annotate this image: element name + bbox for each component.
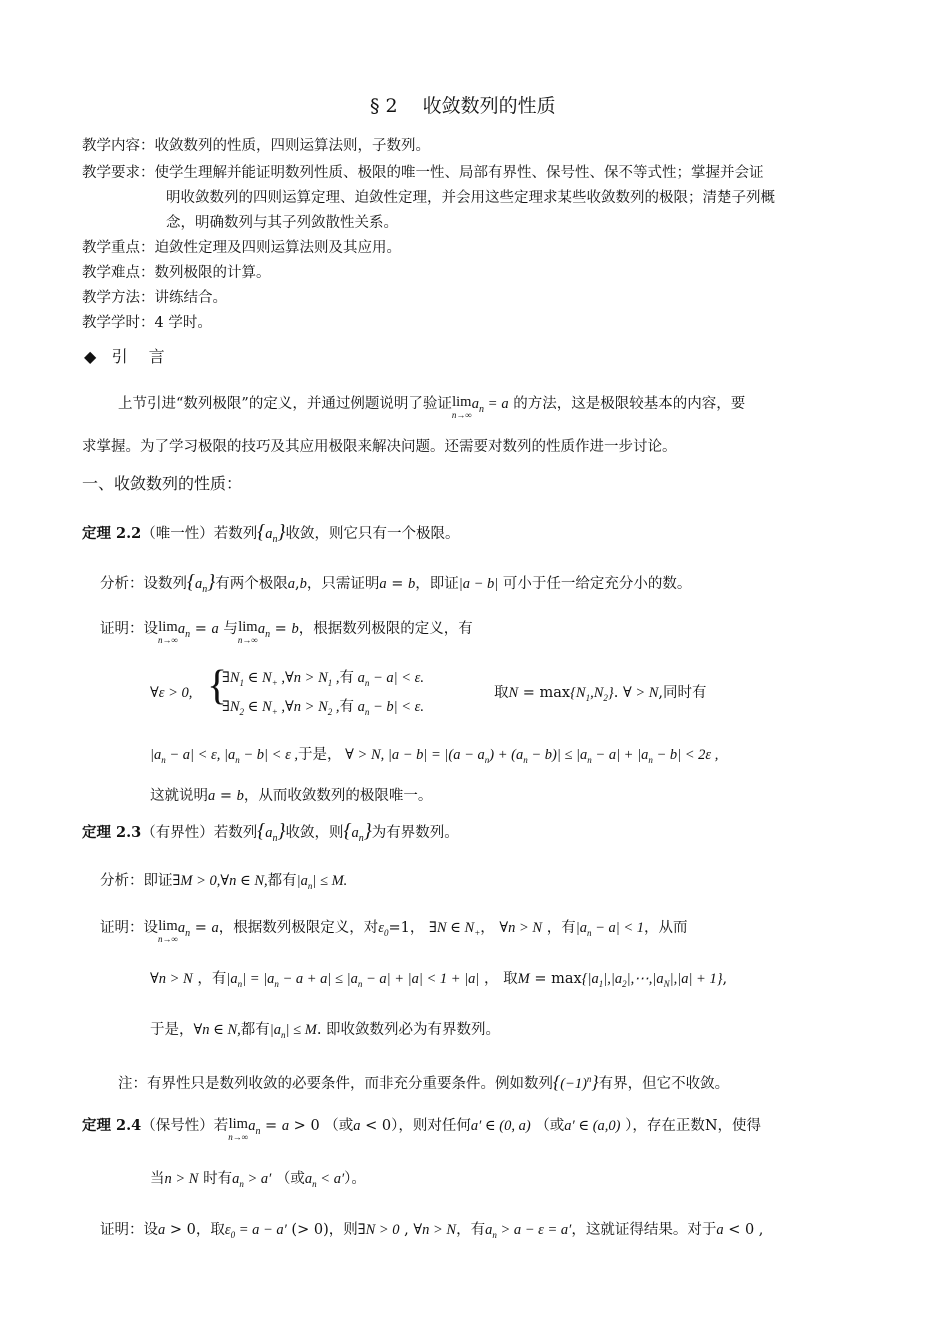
proof-2-4: 证明：设a > 0，取$\varepsilon_0 = a - a'$ (> 0)，则∃N > 0 , ∀n > N，有$a_n > a - \varepsilon = a'$，这就证得结果。对于a < 0 , [100,1222,764,1240]
theorem-text: 收敛，则它只有一个极限。 [285,526,460,542]
preface-title: 引 言 [111,347,173,366]
difficulty-text: 数列极限的计算。 [154,265,271,281]
content-label: 教学内容： [82,138,155,154]
content-text: 收敛数列的性质，四则运算法则，子数列。 [154,138,430,154]
preface-line-2: 求掌握。为了学习极限的技巧及其应用极限来解决问题。还需要对数列的性质作进一步讨论。 [82,439,677,455]
requirement-line-1: 使学生理解并能证明数列性质、极限的唯一性、局部有界性、保号性、保不等式性；掌握并会证 [154,165,764,181]
diamond-bullet-icon: ◆ [84,347,97,366]
preface-heading [84,345,173,369]
key-label: 教学重点： [82,240,155,256]
analysis-2-2: 分析：设数列$\{a_n\}$有两个极限a,b，只需证明a = b，即证|a − b| 可小于任一给定充分小的数。 [100,571,692,595]
condition-1: $\exists N_1$ ∈ $N_+$ ,∀n > $N_1$ ,有 $a_n - a| < \varepsilon$. [222,670,425,688]
theorem-2-4-line-2: 当n > N 时有$a_n > a'$ （或$a_n < a'$）。 [150,1171,366,1189]
page-title: § 2 收敛数列的性质 [370,95,556,117]
preface-text-a: 上节引进“数列极限”的定义，并通过例题说明了验证 [118,396,452,412]
method-text: 讲练结合。 [154,290,227,306]
theorem-label: 定理 2.2 [82,525,142,542]
section-heading: 一、收敛数列的性质： [82,474,243,493]
teaching-method [82,288,227,308]
teaching-hours [82,313,212,333]
condition-2: $\exists N_2$ ∈ $N_+$ ,∀n > $N_2$ ,有 $a_n - b| < \varepsilon$. [222,699,425,717]
requirement-label: 教学要求： [82,165,155,181]
requirement-line-2: 明收敛数列的四则运算定理、迫敛性定理，并会用这些定理求某些收敛数列的极限；清楚子列概 [166,190,775,206]
note: 注：有界性只是数列收敛的必要条件，而非充分重要条件。例如数列$\{(-1)^n\}$有界，但它不收敛。 [118,1071,730,1092]
proof-2-2-conclusion: 这就说明a = b，从而收敛数列的极限唯一。 [150,788,433,804]
teaching-content [82,136,430,156]
theorem-name: （唯一性）若数列 [141,526,258,542]
proof-2-3-conclusion: 于是，∀n ∈ N,都有$|a_n| \le M$. 即收敛数列必为有界数列。 [150,1022,501,1040]
theorem-2-2: 定理 2.2（唯一性）若数列$\{a_n\}$收敛，则它只有一个极限。 [82,521,460,545]
left-brace: { [207,663,228,709]
hours-label: 教学学时： [82,315,155,331]
limit-expression: lim n→∞ [451,394,472,420]
teaching-requirement [82,163,764,183]
hours-text: 4 学时。 [154,315,212,331]
key-text: 迫敛性定理及四则运算法则及其应用。 [154,240,401,256]
requirement-line-3: 念，明确数列与其子列敛散性关系。 [166,215,398,231]
analysis-2-3: 分析：即证∃M > 0,∀n ∈ N,都有$|a_n| \le M$. [100,873,348,891]
method-label: 教学方法： [82,290,155,306]
difficulty-label: 教学难点： [82,265,155,281]
proof-2-3-line-1: 证明：设lim n→∞ $a_n = a$，根据数列极限定义，对$\varepsilon_0=1$， ∃N ∈ $N_+$， ∀n > N ，有$|a_n - a| < 1$，从而 [100,918,688,944]
epsilon-condition: ∀ε > 0, [150,685,193,701]
preface-text-b: 的方法，这是极限较基本的内容，要 [513,396,746,412]
preface-line-1: 上节引进“数列极限”的定义，并通过例题说明了验证lim n→∞ $a_n = a$ 的方法，这是极限较基本的内容，要 [118,394,746,420]
teaching-key [82,238,401,258]
theorem-2-3: 定理 2.3（有界性）若数列$\{a_n\}$收敛，则$\{a_n\}$为有界数列。 [82,820,459,844]
proof-2-2-line-3: $|a_n - a| < \varepsilon$, $|a_n - b| < \varepsilon$ ,于是， ∀ > N, $|a - b| = |(a - a_n) + (a_n - b)| \le |a_n - a| + |a_n - b| < 2\varepsilon$ , [150,747,719,765]
theorem-2-4: 定理 2.4（保号性）若lim n→∞ $a_n = a > 0$ （或a < 0），则对任何a′ ∈ (0, a) （或a′ ∈ (a,0) ），存在正数N，使得 [82,1116,762,1142]
teaching-difficulty [82,263,271,283]
proof-2-3-line-2: ∀n > N ，有$|a_n| = |a_n - a + a| \le |a_n - a| + |a| < 1 + |a|$ ， 取$M = \max\{|a_1|,|a_2|,\cdots,|a_N|,|a| + 1\}$, [150,971,728,989]
take-max: 取$N = \max\{N_1,N_2\}$. ∀ > N,同时有 [494,685,707,703]
proof-2-2-line-1: 证明：设lim n→∞ $a_n = a$ 与lim n→∞ $a_n = b$，根据数列极限的定义，有 [100,619,473,645]
